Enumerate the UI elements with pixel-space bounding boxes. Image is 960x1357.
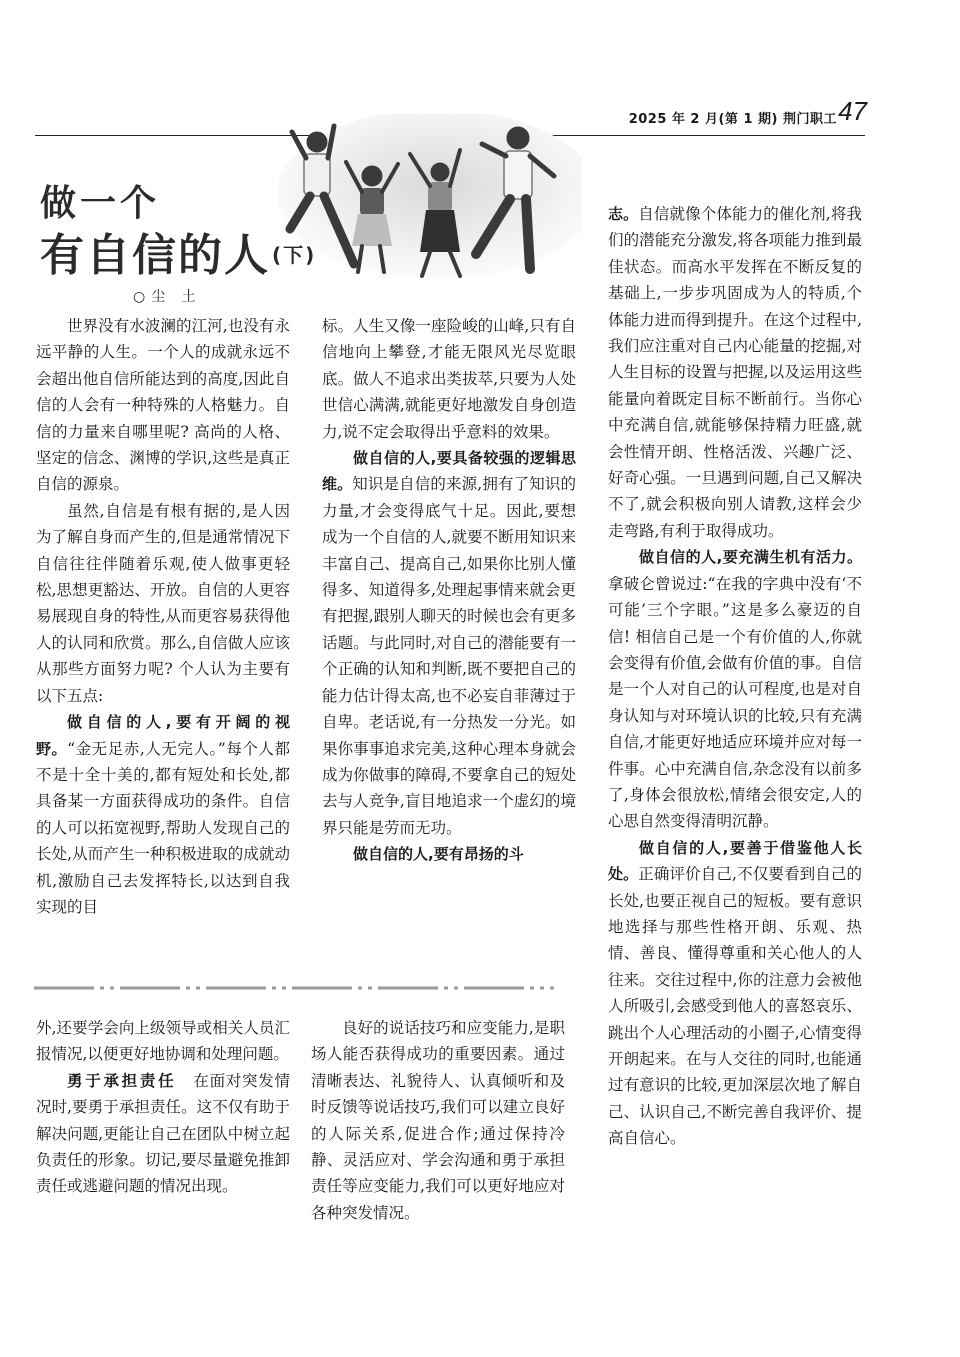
section-heading: 志。 xyxy=(608,205,639,223)
paragraph: 标。人生又像一座险峻的山峰,只有自信地向上攀登,才能无限风光尽览眼底。做人不追求出类拔萃,只要为人处世信心满满,就能更好地激发自身创造力,说不定会取得出乎意料的效果。 xyxy=(322,317,576,441)
paragraph xyxy=(36,709,290,920)
article-title-line1: 做一个 xyxy=(40,183,161,224)
paragraph: 良好的说话技巧和应变能力,是职场人能否获得成功的重要因素。通过清晰表达、礼貌待人、认真倾听和及时反馈等说话技巧,我们可以建立良好的人际关系,促进合作;通过保持冷静、灵活应对、学会沟通和勇于承担责任等应变能力,我们可以更好地应对各种突发情况。 xyxy=(311,1019,565,1222)
title-part-suffix: (下) xyxy=(272,243,317,267)
title-main: 有自信的人 xyxy=(40,230,270,281)
section-heading: 做自信的人,要善于借鉴他人长处。 xyxy=(608,838,862,884)
page-number: 47 xyxy=(838,96,867,126)
column-2 xyxy=(322,313,576,868)
paragraph-text: 自信就像个体能力的催化剂,将我们的潜能充分激发,将各项能力推到最佳状态。而高水平发挥在不断反复的基础上,一步步巩固成为人的特质,个体能力进而得到提升。在这个过程中,我们应注重对自己内心能量的挖掘,对人生目标的设置与把握,以及运用这些能量向着既定目标不断前行。当你心中充满自信,就能够保持精力旺盛,就会性情开朗、性格活泼、兴趣广泛、好奇心强。一旦遇到问题,自己又解决不了,就会积极向别人请教,这样会少走弯路,有利于取得成功。 xyxy=(608,205,862,540)
paragraph: 虽然,自信是有根有据的,是人因为了解自身而产生的,但是通常情况下自信往往伴随着乐观,使人做事更轻松,思想更豁达、开放。自信的人更容易展现自身的特性,从而更容易获得他人的认同和欣赏。那么,自信做人应该从那些方面努力呢? 个人认为主要有以下五点: xyxy=(36,501,290,705)
column-1 xyxy=(36,313,290,920)
issue-info: 2025 年 2 月(第 1 期) 荆门职工 xyxy=(628,112,837,127)
paragraph-text: 拿破仑曾说过:“在我的字典中没有‘不可能’三个字眼。”这是多么豪迈的自信! 相信自己是一个有价值的人,你就会变得有价值,会做有价值的事。自信是一个人对自己的认可程度,也是对自身认知与对环境认识的比较,只有充满自信,才能更好地适应环境并应对每一件事。心中充满自信,杂念没有以前多了,身体会很放松,情绪会很安定,人的心思自然变得清明沉静。 xyxy=(608,574,862,831)
author-byline: ○尘 土 xyxy=(133,289,202,305)
paragraph: 外,还要学会向上级领导或相关人员汇报情况,以便更好地协调和处理问题。 xyxy=(36,1019,290,1064)
article-title-line2 xyxy=(40,219,316,283)
section-heading: 做自信的人,要充满生机有活力。 xyxy=(639,548,862,567)
paragraph xyxy=(608,835,862,1152)
bottom-column-1 xyxy=(36,1015,290,1200)
subheading: 勇于承担责任 xyxy=(67,1070,177,1090)
paragraph-text: “金无足赤,人无完人。”每个人都不是十全十美的,都有短处和长处,都具备某一方面获得成功的条件。自信的人可以拓宽视野,帮助人发现自己的长处,从而产生一种积极进取的成就动机,激励自己去发挥特长,以达到自我实现的目 xyxy=(36,739,290,916)
paragraph: 世界没有水波澜的江河,也没有永远平静的人生。一个人的成就永远不会超出他自信所能达到的高度,因此自信的人会有一种特殊的人格魅力。自信的力量来自哪里呢? 高尚的人格、坚定的信念、渊博的学识,这些是真正自信的源泉。 xyxy=(36,317,290,494)
paragraph xyxy=(608,544,862,834)
paragraph xyxy=(36,1068,290,1200)
paragraph-text: 在面对突发情况时,要勇于承担责任。这不仅有助于解决问题,更能让自己在团队中树立起负责任的形象。切记,要尽量避免推卸责任或逃避问题的情况出现。 xyxy=(36,1071,290,1196)
paragraph-text: 知识是自信的来源,拥有了知识的力量,才会变得底气十足。因此,要想成为一个自信的人,就要不断用知识来丰富自己、提高自己,如果你比别人懂得多、知道得多,处理起事情来就会更有把握,跟别人聊天的时候也会有更多话题。与此同时,对自己的潜能要有一个正确的认知和判断,既不要把自己的能力估计得太高,也不必妄自菲薄过于自卑。老话说,有一分热发一分光。如果你事事追求完美,这种心理本身就会成为你做事的障碍,不要拿自己的短处去与人竞争,盲目地追求一个虚幻的境界只能是劳而无功。 xyxy=(322,475,576,837)
paragraph xyxy=(608,201,862,544)
paragraph xyxy=(322,445,576,841)
paragraph xyxy=(322,841,576,867)
section-divider xyxy=(34,986,554,990)
section-heading: 做自信的人,要有昂扬的斗 xyxy=(353,845,524,864)
section-heading: 做自信的人,要有开阔的视野。 xyxy=(36,713,290,758)
paragraph-text: 正确评价自己,不仅要看到自己的长处,也要正视自己的短板。要有意识地选择与那些性格开朗、乐观、热情、善良、懂得尊重和关心他人的人往来。交往过程中,你的注意力会被他人所吸引,会感受到他人的喜怒哀乐、跳出个人心理活动的小圈子,心情变得开朗起来。在与人交往的同时,也能通过有意识的比较,更加深层次地了解自己、认识自己,不断完善自我评价、提高自信心。 xyxy=(608,865,862,1148)
section-heading: 做自信的人,要具备较强的逻辑思维。 xyxy=(322,449,576,494)
bottom-column-2 xyxy=(311,1015,565,1226)
column-3 xyxy=(608,201,862,1152)
